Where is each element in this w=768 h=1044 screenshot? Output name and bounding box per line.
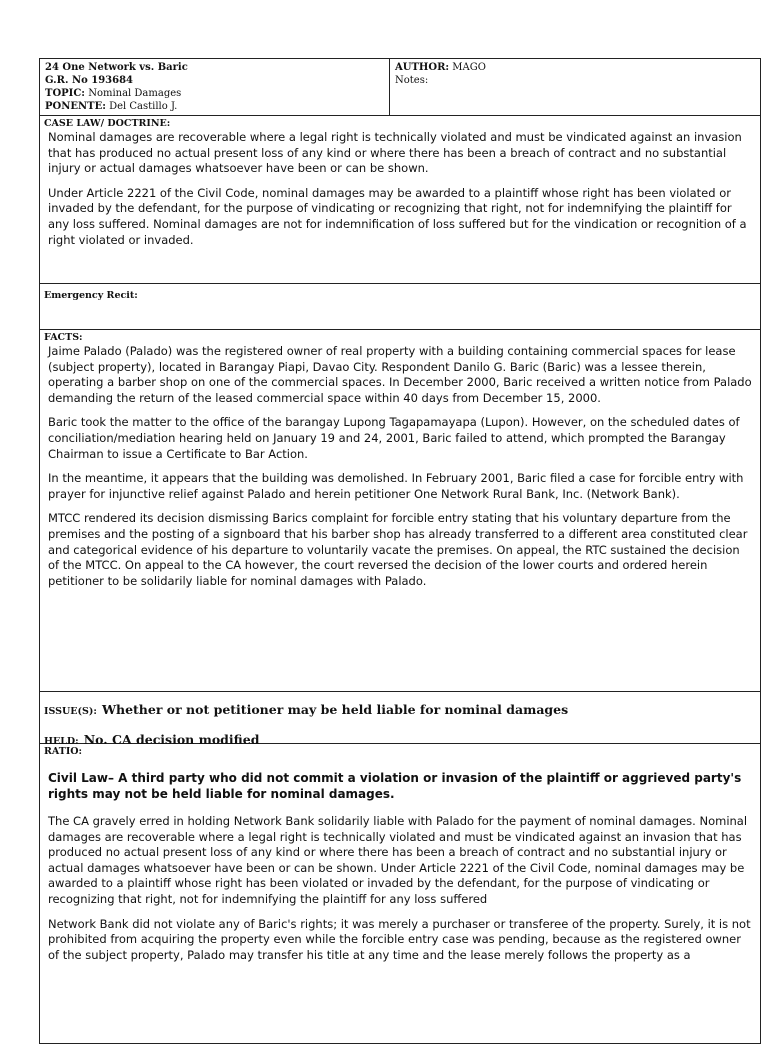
facts-paragraph: MTCC rendered its decision dismissing Barics complaint for forcible entry stating that his voluntary departure from the premises and the posting of a signboard that his barber shop has already transferred to a different area constituted clear and categorical evidence of his departure to voluntarily vacate the premises. On appeal, the RTC sustained the decision of the MTCC. On appeal to the CA however, the court reversed the decision of the lower courts and ordered herein petitioner to be solidarily liable for nominal damages with Palado. xyxy=(48,511,748,588)
case-digest-table xyxy=(39,58,761,1044)
case-info-cell xyxy=(40,59,390,115)
topic-value: Nominal Damages xyxy=(88,88,182,99)
doctrine-paragraph: Nominal damages are recoverable where a legal right is technically violated and must be vindicated against an invasion that has produced no actual present loss of any kind or where there has been a breach of contract and no substantial injury or actual damages whatsoever have been or can be shown. xyxy=(48,130,742,176)
ponente-label: PONENTE: xyxy=(45,101,106,112)
held-text: No. CA decision modified xyxy=(83,732,260,747)
facts-paragraph: Jaime Palado (Palado) was the registered owner of real property with a building containing commercial spaces for lease (subject property), located in Barangay Piapi, Davao City. Respondent Danilo G. Baric (Baric) was a lessee therein, operating a barber shop on one of the commercial spaces. In December 2000, Baric received a written notice from Palado demanding the return of the leased commercial space within 40 days from December 15, 2000. xyxy=(48,344,752,405)
facts-label: FACTS: xyxy=(44,332,83,343)
ratio-paragraph: The CA gravely erred in holding Network Bank solidarily liable with Palado for the payment of nominal damages. Nominal damages are recoverable where a legal right is technically violated and must be vindicated against an invasion that has produced no actual present loss of any kind or where there has been a breach of contract and no substantial injury or actual damages whatsoever have been or can be shown. Under Article 2221 of the Civil Code, nominal damages may be awarded to a plaintiff whose right has been violated or invaded by the defendant, for the purpose of vindicating or recognizing that right, not for indemnifying the plaintiff for any loss suffered xyxy=(48,814,748,906)
issue-label: ISSUE(S): xyxy=(44,706,97,717)
author-label: AUTHOR: xyxy=(395,62,450,73)
facts-section xyxy=(40,329,760,691)
recit-section xyxy=(40,283,760,329)
issue-section xyxy=(40,691,760,723)
ponente-line xyxy=(45,100,384,113)
issue-text: Whether or not petitioner may be held liable for nominal damages xyxy=(101,702,569,717)
held-label: HELD: xyxy=(44,736,79,747)
ratio-label: RATIO: xyxy=(44,746,83,757)
ratio-section xyxy=(40,743,760,1043)
author-value: MAGO xyxy=(452,62,486,73)
notes-label: Notes: xyxy=(395,75,429,86)
recit-label: Emergency Recit: xyxy=(44,290,138,301)
ratio-paragraph: Network Bank did not violate any of Baric's rights; it was merely a purchaser or transferee of the property. Surely, it is not prohibited from acquiring the property even while the forcible entry case was pending, because as the registered owner of the subject property, Palado may transfer his title at any time and the lease merely follows the property as a xyxy=(48,916,751,962)
facts-paragraph: In the meantime, it appears that the building was demolished. In February 2001, Baric filed a case for forcible entry with prayer for injunctive relief against Palado and herein petitioner One Network Rural Bank, Inc. (Network Bank). xyxy=(48,471,744,501)
doctrine-section xyxy=(40,115,760,283)
ponente-value: Del Castillo J. xyxy=(109,101,178,112)
facts-paragraph: Baric took the matter to the office of the barangay Lupong Tagapamayapa (Lupon). However, on the scheduled dates of conciliation/mediation hearing held on January 19 and 24, 2001, Baric failed to attend, which prompted the Barangay Chairman to issue a Certificate to Bar Action. xyxy=(48,415,740,461)
topic-line xyxy=(45,87,384,100)
doctrine-paragraph: Under Article 2221 of the Civil Code, nominal damages may be awarded to a plaintiff whose right has been violated or invaded by the defendant, for the purpose of vindicating or recognizing that right, not for indemnifying the plaintiff for any loss suffered. Nominal damages are not for indemnification of loss suffered but for the vindication or recognition of a right violated or invaded. xyxy=(48,185,747,247)
held-section xyxy=(40,723,760,747)
author-line xyxy=(395,61,755,74)
gr-number: G.R. No 193684 xyxy=(45,75,133,86)
author-cell xyxy=(390,59,760,115)
doctrine-label: CASE LAW/ DOCTRINE: xyxy=(44,118,171,129)
header-row xyxy=(40,59,760,115)
case-title: 24 One Network vs. Baric xyxy=(45,62,188,73)
topic-label: TOPIC: xyxy=(45,88,85,99)
ratio-heading: Civil Law– A third party who did not commit a violation or invasion of the plaintiff or aggrieved party's rights may not be held liable for nominal damages. xyxy=(48,771,742,801)
